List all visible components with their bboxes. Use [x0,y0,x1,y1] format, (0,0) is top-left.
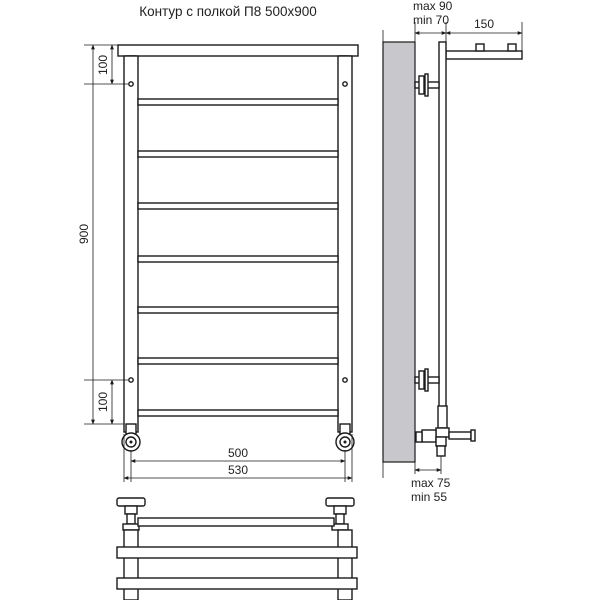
rung [138,151,338,157]
plan-view [117,498,357,600]
rung [138,358,338,364]
dim-wall-bottom-max: max 75 [411,476,451,490]
side-valve [416,406,475,456]
dim-wall-bottom-min: min 55 [411,490,448,504]
plan-shelf-bar [117,578,357,589]
drawing-title: Контур с полкой П8 500х900 [139,4,317,19]
dim-shelf-depth: 150 [473,17,495,31]
front-rail-left [124,56,138,432]
side-view [383,0,522,504]
side-shelf [446,51,522,59]
front-vertical-dimensions [77,45,128,424]
side-shelf-peg [508,44,516,51]
plan-shelf-bar [117,547,357,558]
front-rail-right [338,56,352,432]
wall [383,42,415,462]
dim-top-offset: 100 [96,54,110,76]
front-shelf-top [118,45,358,56]
mount-hole [343,82,347,86]
rung [138,203,338,209]
dim-width-inner: 500 [227,446,249,460]
dim-wall-top-min: min 70 [413,13,450,27]
mount-hole [129,82,133,86]
rung [138,99,338,105]
side-shelf-peg [476,44,484,51]
mount-hole [129,378,133,382]
rung [138,256,338,262]
front-rungs [138,99,338,416]
rung [138,307,338,313]
dim-height-total: 900 [77,223,91,245]
mount-hole [343,378,347,382]
side-top-dimensions [413,0,522,52]
rung [138,410,338,416]
side-rail [439,42,446,432]
dim-bottom-offset: 100 [96,391,110,413]
plan-rung [138,518,334,526]
dim-wall-top-max: max 90 [413,0,453,13]
dim-width-outer: 530 [227,463,249,477]
front-horizontal-dimensions [124,434,352,482]
front-view [77,45,358,482]
